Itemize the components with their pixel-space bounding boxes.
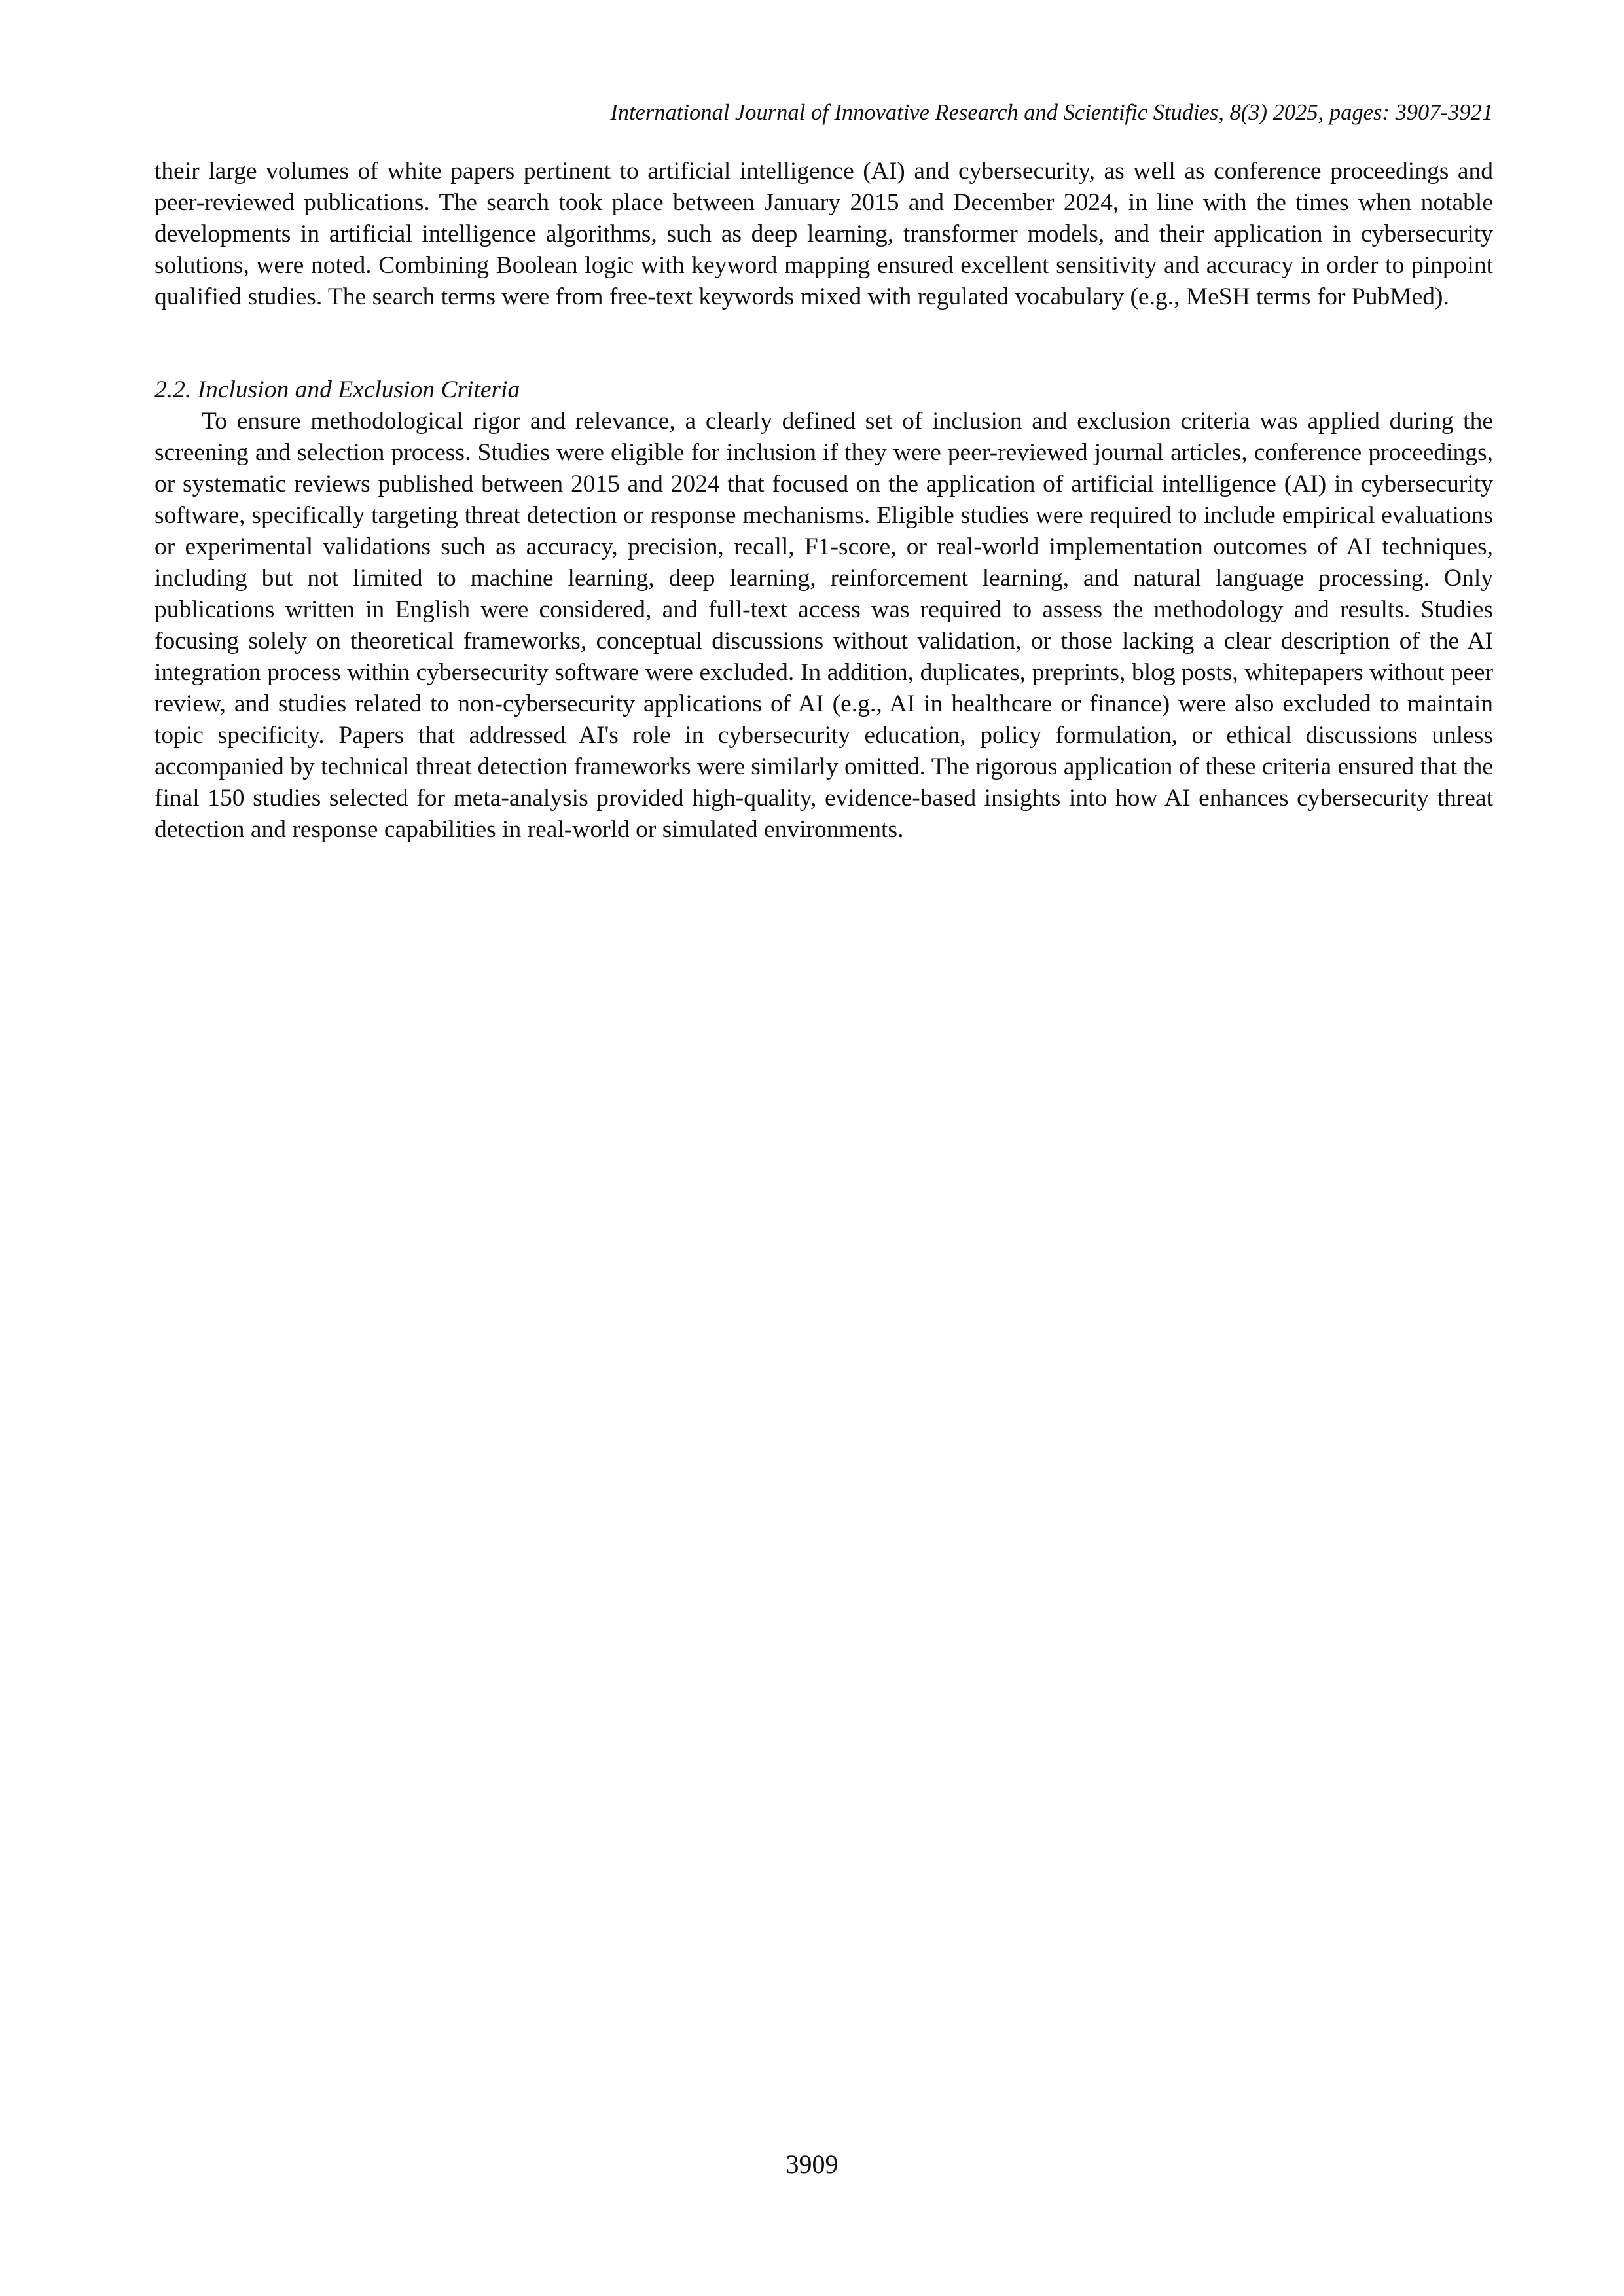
section-heading: 2.2. Inclusion and Exclusion Criteria: [154, 376, 520, 403]
page-number: 3909: [785, 2149, 839, 2179]
body-paragraph-search-strategy: their large volumes of white papers pertinent to artificial intelligence (AI) and cybersecurity, as well as conference proceedings and peer-reviewed publications. The search took place between January 2015 and December 2024, in line with the times when notable developments in artificial intelligence algorithms, such as deep learning, transformer models, and their application in cybersecurity solutions, were noted. Combining Boolean logic with keyword mapping ensured excellent sensitivity and accuracy in order to pinpoint qualified studies. The search terms were from free-text keywords mixed with regulated vocabulary (e.g., MeSH terms for PubMed).: [154, 158, 1493, 310]
running-header: International Journal of Innovative Research and Scientific Studies, 8(3) 2025, pages: 3907-3921: [610, 100, 1493, 125]
body-paragraph-criteria: To ensure methodological rigor and relevance, a clearly defined set of inclusion and exclusion criteria was applied during the screening and selection process. Studies were eligible for inclusion if they were peer-reviewed journal articles, conference proceedings, or systematic reviews published between 2015 and 2024 that focused on the application of artificial intelligence (AI) in cybersecurity software, specifically targeting threat detection or response mechanisms. Eligible studies were required to include empirical evaluations or experimental validations such as accuracy, precision, recall, F1-score, or real-world implementation outcomes of AI techniques, including but not limited to machine learning, deep learning, reinforcement learning, and natural language processing. Only publications written in English were considered, and full-text access was required to assess the methodology and results. Studies focusing solely on theoretical frameworks, conceptual discussions without validation, or those lacking a clear description of the AI integration process within cybersecurity software were excluded. In addition, duplicates, preprints, blog posts, whitepapers without peer review, and studies related to non-cybersecurity applications of AI (e.g., AI in healthcare or finance) were also excluded to maintain topic specificity. Papers that addressed AI's role in cybersecurity education, policy formulation, or ethical discussions unless accompanied by technical threat detection frameworks were similarly omitted. The rigorous application of these criteria ensured that the final 150 studies selected for meta-analysis provided high-quality, evidence-based insights into how AI enhances cybersecurity threat detection and response capabilities in real-world or simulated environments.: [154, 408, 1493, 843]
